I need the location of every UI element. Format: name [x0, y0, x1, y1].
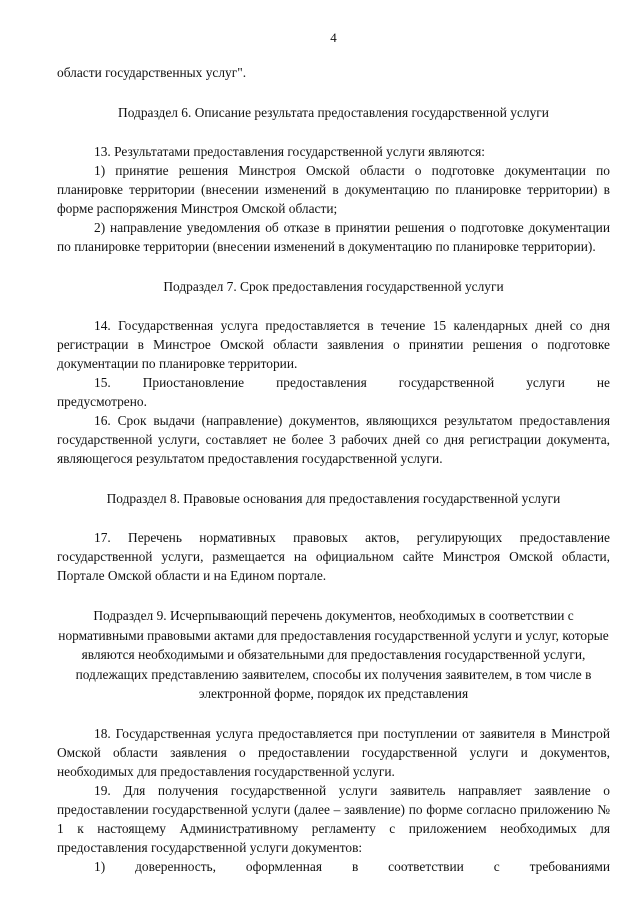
paragraph-17: 17. Перечень нормативных правовых актов, регулирующих предоставление государственной услуги, размещается на официальном сайте Минстроя Омской области, Портале Омской области и на Едином портале. — [57, 530, 610, 583]
paragraph-19-item-1: 1) доверенность, оформленная в соответствии с требованиями — [94, 858, 610, 874]
paragraph-13-item-2: 2) направление уведомления об отказе в принятии решения о подготовке документации по планировке территории (внесении изменений в документацию по планировке территории). — [57, 220, 610, 254]
paragraph-continuation: области государственных услуг". — [57, 65, 247, 80]
paragraph-14: 14. Государственная услуга предоставляется в течение 15 календарных дней со дня регистрации в Минстрое Омской области заявления о принятии решения о подготовке документации по планировке территории. — [57, 318, 610, 371]
paragraph-15-line-1: 15. Приостановление предоставления государственной услуги не — [94, 375, 610, 390]
paragraph-16: 16. Срок выдачи (направление) документов, являющихся результатом предоставления государственной услуги, составляет не более 3 рабочих дней со дня регистрации документа, являющегося результатом предоставления государственной услуги. — [57, 413, 610, 466]
paragraph-13-item-1: 1) принятие решения Минстроя Омской области о подготовке документации по планировке территории (внесении изменений в документацию по планировке территории) в форме распоряжения Минстроя Омской области; — [57, 163, 610, 216]
paragraph-19: 19. Для получения государственной услуги заявитель направляет заявление о предоставлении государственной услуги (далее – заявление) по форме согласно приложению № 1 к настоящему Административному регламенту с приложением необходимых для предоставления государственной услуги документов: — [57, 782, 610, 855]
subsection-9-heading: Подраздел 9. Исчерпывающий перечень документов, необходимых в соответствии с нормативными правовыми актами для предоставления государственной услуги и услуг, которые являются необходимыми и обязательными для предоставления государственной услуги, подлежащих представлению заявителем, способы их получения заявителем, в том числе в электронной форме, порядок их представления — [58, 608, 609, 701]
page-number: 4 — [330, 30, 337, 45]
document-page — [57, 30, 610, 876]
subsection-7-heading: Подраздел 7. Срок предоставления государственной услуги — [163, 279, 504, 294]
paragraph-18: 18. Государственная услуга предоставляется при поступлении от заявителя в Минстрой Омской области заявления о предоставлении государственной услуги и документов, необходимых для предоставления государственной услуги. — [57, 725, 610, 779]
paragraph-15-line-2: предусмотрено. — [57, 394, 147, 409]
subsection-6-heading: Подраздел 6. Описание результата предоставления государственной услуги — [118, 105, 549, 120]
subsection-8-heading: Подраздел 8. Правовые основания для предоставления государственной услуги — [106, 491, 561, 506]
paragraph-13: 13. Результатами предоставления государственной услуги являются: — [94, 144, 486, 159]
